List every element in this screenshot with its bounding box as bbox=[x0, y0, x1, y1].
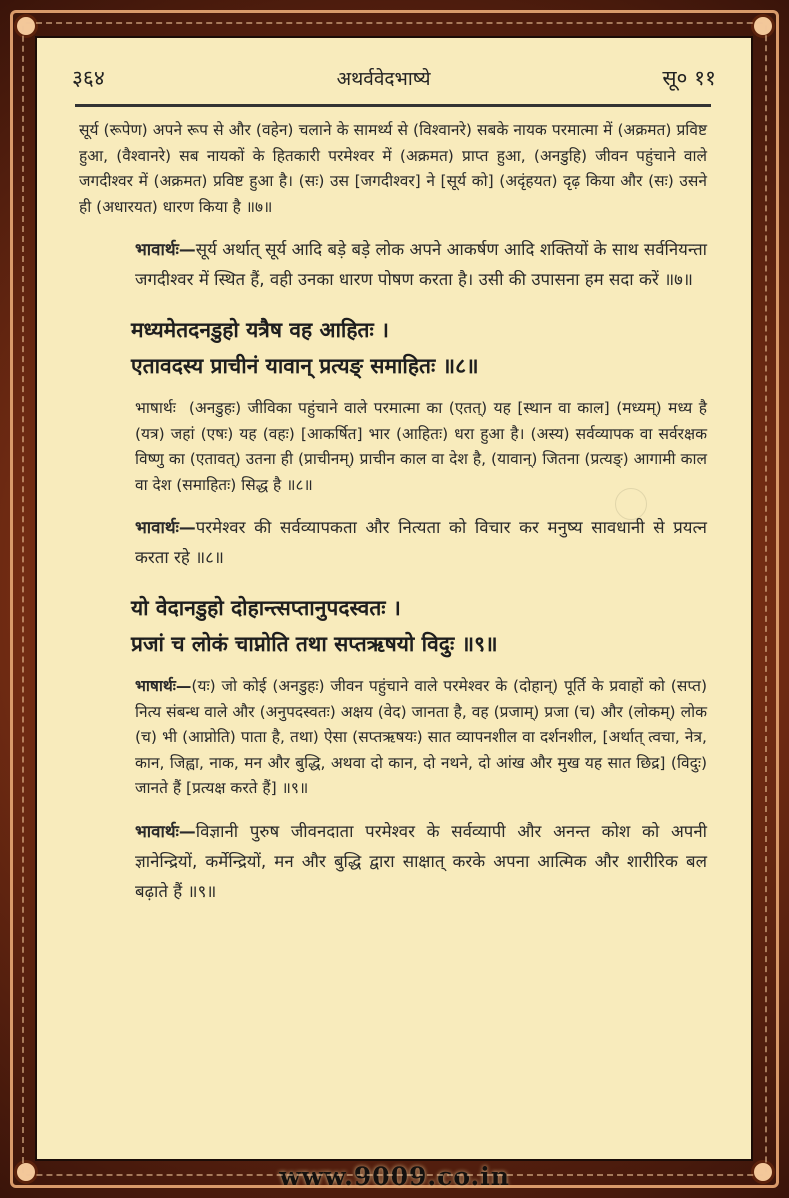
bhashartha-label: भाषार्थः bbox=[135, 399, 176, 417]
translation-paragraph-7: सूर्य (रूपेण) अपने रूप से और (वहेन) चलाने के सामर्थ्य से (विश्वानरे) सबके नायक परमात्मा में (अक्रमत) प्रविष्ट हुआ, (वैश्वानरे) सब नायकों के हितकारी परमेश्वर में (अक्रमत) प्राप्त हुआ, (अनडुहि) जीवन पहुंचाने वाले जगदीश्वर में (अक्रमत) प्रविष्ट हुआ है। (सः) उस [जगदीश्वर] ने [सूर्य को] (अदृंहयत) दृढ़ किया और (सः) उसने ही (अधारयत) धारण किया है ॥७॥ bbox=[79, 121, 707, 216]
website-watermark: www.9009.co.in bbox=[279, 1162, 510, 1191]
header-rule bbox=[75, 104, 711, 107]
mantra-9 bbox=[79, 590, 707, 662]
bhavarth-paragraph-9 bbox=[79, 816, 707, 906]
bhavarth-label: भावार्थः— bbox=[135, 517, 196, 537]
sukta-number: सू० ११ bbox=[662, 66, 716, 90]
page-number: ३६४ bbox=[72, 66, 105, 90]
faint-seal-mark bbox=[615, 488, 647, 520]
corner-ornament-icon bbox=[751, 14, 775, 38]
bhavarth-text: विज्ञानी पुरुष जीवनदाता परमेश्वर के सर्वव्यापी और अनन्त कोश को अपनी ज्ञानेन्द्रियों, कर्मेन्द्रियों, मन और बुद्धि द्वारा साक्षात् करके अपना आत्मिक और शारीरिक बल बढ़ाते हैं ॥९॥ bbox=[135, 820, 707, 901]
bhashartha-text: (अनडुहः) जीविका पहुंचाने वाले परमात्मा का (एतत्) यह [स्थान वा काल] (मध्यम्) मध्य है (यत्र) जहां (एषः) यह (वहः) [आकर्षित] भार (आहितः) धरा हुआ है। (अस्य) सर्वव्यापक वा सर्वरक्षक विष्णु का (एतावत्) उतना ही (प्राचीनम्) प्राचीन काल वा देश है, (यावान्) जितना (प्रत्यङ्) आगामी काल वा देश (समाहितः) सिद्ध है ॥८॥ bbox=[135, 399, 707, 494]
bhavarth-text: परमेश्वर की सर्वव्यापकता और नित्यता को विचार कर मनुष्य सावधानी से प्रयत्न करता रहे ॥८॥ bbox=[135, 517, 707, 567]
bhavarth-paragraph-8 bbox=[79, 512, 707, 572]
bhavarth-paragraph-7 bbox=[79, 234, 707, 294]
bhashartha-paragraph-9 bbox=[79, 674, 707, 802]
book-title: अथर्ववेदभाष्ये bbox=[336, 68, 431, 90]
mantra-8-line-2: एतावदस्य प्राचीनं यावान् प्रत्यङ् समाहितः ॥८॥ bbox=[131, 354, 479, 378]
bhashartha-text: (यः) जो कोई (अनडुहः) जीवन पहुंचाने वाले परमेश्वर के (दोहान्) पूर्ति के प्रवाहों को (सप्त) नित्य संबन्ध वाले और (अनुपदस्वतः) अक्षय (वेद) जानता है, वह (प्रजाम्) प्रजा (च) और (लोकम्) लोक (च) भी (आप्नोति) पाता है, तथा) ऐसा (सप्तऋषयः) सात व्यापनशील वा दर्शनशील, [अर्थात् त्वचा, नेत्र, कान, जिह्वा, नाक, मन और बुद्धि, अथवा दो कान, दो नथने, दो आंख और मुख यह सात छिद्र] (विदुः) जानते हैं [प्रत्यक्ष करते हैं] ॥९॥ bbox=[135, 677, 707, 797]
mantra-9-line-1: यो वेदानडुहो दोहान्त्सप्तानुपदस्वतः । bbox=[131, 596, 401, 620]
bhashartha-paragraph-8 bbox=[79, 396, 707, 498]
mantra-8-line-1: मध्यमेतदनडुहो यत्रैष वह आहितः । bbox=[131, 318, 389, 342]
bhavarth-label: भावार्थः— bbox=[135, 820, 196, 841]
page-header bbox=[72, 60, 716, 96]
page-content bbox=[79, 118, 707, 906]
bhavarth-text: सूर्य अर्थात् सूर्य आदि बड़े बड़े लोक अपने आकर्षण आदि शक्तियों के साथ सर्वनियन्ता जगदीश्वर में स्थित हैं, वही उनका धारण पोषण करता है। उसी की उपासना हम सदा करें ॥७॥ bbox=[135, 239, 707, 289]
corner-ornament-icon bbox=[14, 14, 38, 38]
bhavarth-label: भावार्थः— bbox=[135, 239, 196, 259]
book-page bbox=[35, 36, 753, 1161]
bhashartha-label: भाषार्थः— bbox=[135, 677, 192, 695]
mantra-9-line-2: प्रजां च लोकं चाप्नोति तथा सप्तऋषयो विदुः ॥९॥ bbox=[131, 632, 498, 656]
mantra-8 bbox=[79, 312, 707, 384]
